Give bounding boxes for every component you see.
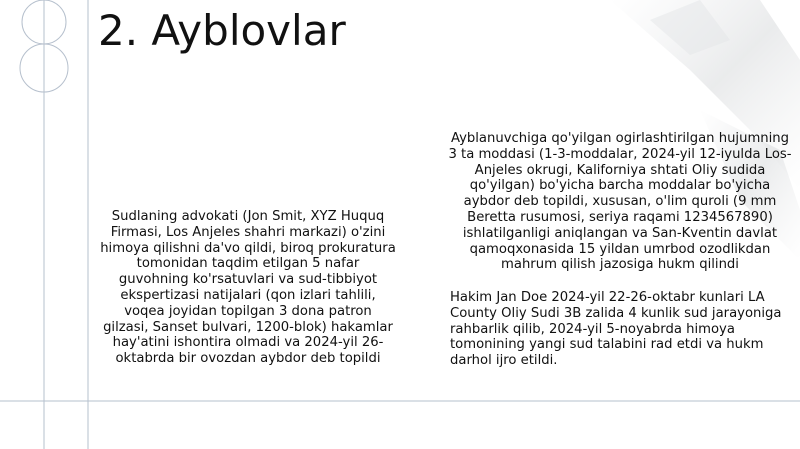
judge-ruling-paragraph: Hakim Jan Doe 2024-yil 22-26-oktabr kunlari LA County Oliy Sudi 3B zalida 4 kunlik sud jarayoniga rahbarlik qilib, 2024-yil 5-noyabrda himoya tomonining yangi sud talabini rad etdi va hukm darhol ijro etildi. xyxy=(450,290,782,369)
charges-paragraph: Ayblanuvchiga qo'yilgan ogirlashtirilgan hujumning 3 ta moddasi (1-3-moddalar, 2024-yil 12-iyulda Los-Anjeles okrugi, Kaliforniya shtati Oliy sudida qo'yilgan) bo'yicha barcha moddalar bo'yicha aybdor deb topildi, xususan, o'lim quroli (9 mm Beretta rusumosi, seriya raqami 1234567890) ishlatilganligi aniqlangan va San-Kventin davlat qamoqxonasida 15 yildan umrbod ozodlikdan mahrum qilish jazosiga hukm qilindi xyxy=(448,131,792,273)
page-title: 2. Ayblovlar xyxy=(98,6,346,55)
defense-verdict-paragraph: Sudlaning advokati (Jon Smit, XYZ Huquq Firmasi, Los Anjeles shahri markazi) o'zini himoya qilishni da'vo qildi, biroq prokuratura tomonidan taqdim etilgan 5 nafar guvohning ko'rsatuvlari va sud-tibbiyot ekspertizasi natijalari (qon izlari tahlili, voqea joyidan topilgan 3 dona patron gilzasi, Sanset bulvari, 1200-blok) hakamlar hay'atini ishontira olmadi va 2024-yil 26-oktabrda bir ovozdan aybdor deb topildi xyxy=(100,209,396,367)
